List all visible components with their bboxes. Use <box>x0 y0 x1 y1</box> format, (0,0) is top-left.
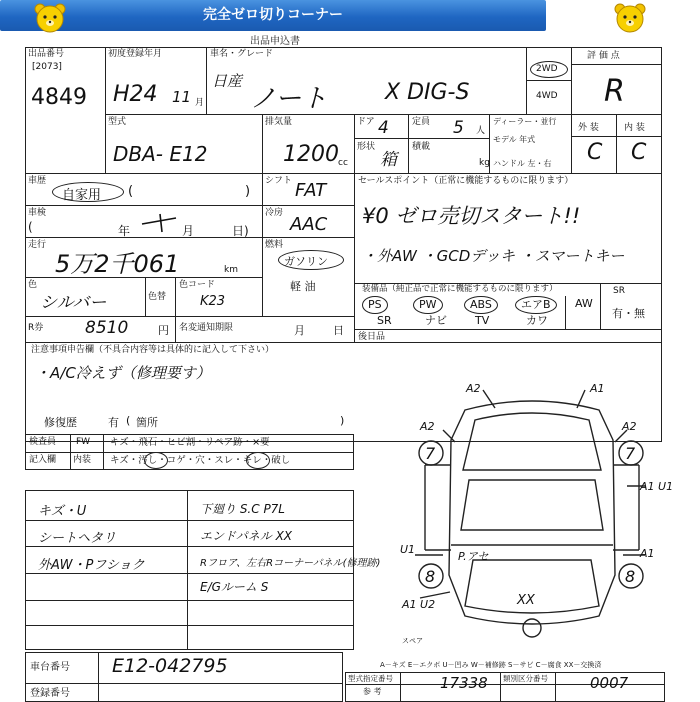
mark-a1u1: A1 U1 <box>640 480 674 493</box>
remark-left-1: キズ・U <box>38 504 87 519</box>
shift-value: FAT <box>295 180 327 201</box>
fuel-alt: 軽 油 <box>290 280 316 293</box>
equipment-item: PS <box>362 296 388 314</box>
ext-label: 外 装 <box>578 123 599 133</box>
inspection-month: 月 <box>182 224 195 238</box>
repair-label: 修復歴 <box>44 416 77 429</box>
grade-value: R <box>604 74 625 109</box>
header-partial: 出品申込書 <box>250 36 300 47</box>
sales-points-label: セールスポイント（正常に機能するものに限ります） <box>358 176 574 186</box>
model-label: 車名・グレード <box>210 49 274 59</box>
name-change-day: 日 <box>333 324 344 337</box>
displacement-unit: cc <box>338 158 348 168</box>
equipment-item: PW <box>413 296 443 314</box>
lot-label: 出品番号 <box>28 49 65 59</box>
type-label: 型式 <box>108 117 127 127</box>
designation-value: 17338 <box>440 674 488 692</box>
body-shape-value: 箱 <box>380 150 397 170</box>
recycle-value: 8510 <box>85 318 129 338</box>
ext-value: C <box>587 140 603 165</box>
int-label: 内 装 <box>624 123 645 133</box>
registration-year: H24 <box>113 82 158 107</box>
color-code-label: 色コード <box>179 280 216 290</box>
usage-label: 車歴 <box>28 176 47 186</box>
post-date-label: 後日品 <box>358 332 386 342</box>
notes-label: 注意事項申告欄（不具合内容等は具体的に記入して下さい） <box>31 345 275 355</box>
equipment-item: ナビ <box>425 314 447 327</box>
notes-value: ・A/C冷えず（修理要す） <box>35 364 211 382</box>
inspector-int-items: キズ・汚し・コゲ・穴・スレ・キレ・破し <box>110 455 291 466</box>
model-maker: 日産 <box>212 72 243 90</box>
registration-label: 初度登録年月 <box>108 49 163 59</box>
mark-p-ase: P.アセ <box>458 550 489 563</box>
remark-right-1: 下廻り S.C P7L <box>200 502 285 516</box>
usage-value: 自家用 <box>62 188 102 203</box>
equipment-item: SR <box>377 314 392 327</box>
registration-number-label: 登録番号 <box>30 688 70 699</box>
sunroof-options: 有・無 <box>612 307 645 320</box>
sales-points-line2: ・外AW ・GCDデッキ ・スマートキー <box>362 247 625 265</box>
color-label: 色 <box>28 280 38 290</box>
color-value: シルバー <box>40 293 107 313</box>
recycle-label: R券 <box>28 323 44 333</box>
recycle-unit: 円 <box>158 324 169 337</box>
class-value: 0007 <box>590 674 629 692</box>
mark-a1u2: A1 U2 <box>402 598 436 611</box>
frame-label: 車台番号 <box>30 662 70 673</box>
bear-mascot-icon <box>33 2 67 36</box>
mark-xx: XX <box>517 593 535 608</box>
wheel-rr: 8 <box>625 567 636 586</box>
wheel-fl: 7 <box>425 444 436 463</box>
inspector-fw-label: FW <box>76 437 91 447</box>
mark-a1-right: A1 <box>640 547 655 560</box>
doors-value: 4 <box>378 118 389 138</box>
model-name: ノート <box>250 84 328 114</box>
capacity-unit: 人 <box>476 126 486 136</box>
body-shape-label: 形状 <box>357 142 376 152</box>
mileage-unit: km <box>224 265 238 275</box>
shift-label: シフト <box>265 176 293 186</box>
mark-a1-top: A1 <box>590 382 605 395</box>
remark-right-3: Rフロア、左右Rコーナーパネル(修理跡) <box>200 558 381 569</box>
displacement-value: 1200 <box>283 142 339 167</box>
name-change-label: 名変通知期限 <box>179 323 234 333</box>
inspection-label: 車検 <box>28 208 47 218</box>
load-label: 積載 <box>412 142 431 152</box>
mark-a2-top: A2 <box>466 382 481 395</box>
mileage-value: 5万2千061 <box>55 250 180 278</box>
dealer-label: ディーラー・並行 <box>493 117 557 126</box>
mark-a2-left: A2 <box>420 420 435 433</box>
inspection-scribble <box>140 212 180 234</box>
inspector-label-1: 検査員 <box>29 437 57 447</box>
equipment-item: エアB <box>515 296 557 314</box>
displacement-label: 排気量 <box>265 117 293 127</box>
dealer-model-year: モデル 年式 <box>493 135 536 144</box>
ac-value: AAC <box>290 214 328 235</box>
equipment-item: カワ <box>526 314 548 327</box>
mark-spare: スペア <box>402 637 423 645</box>
grade-label: 評 価 点 <box>587 51 620 61</box>
ref-label: 参 考 <box>363 687 382 696</box>
name-change-month: 月 <box>294 324 305 337</box>
class-label: 類別区分番号 <box>503 674 548 683</box>
designation-label: 型式指定番号 <box>348 674 393 683</box>
inspector-label-2: 記入欄 <box>29 455 57 465</box>
doors-label: ドア <box>357 117 375 127</box>
lot-small: [2073] <box>32 62 62 72</box>
equipment-item: TV <box>475 314 490 327</box>
load-unit: kg <box>479 158 490 168</box>
inspection-day: 日) <box>232 224 249 238</box>
color-code: K23 <box>200 294 226 309</box>
inspector-fw-items: キズ・飛石・ヒビ割・リペア跡・×要 <box>110 437 270 448</box>
drive-2wd: 2WD <box>536 64 558 74</box>
capacity-label: 定員 <box>412 117 431 127</box>
drive-4wd: 4WD <box>536 91 558 101</box>
repair-place: 箇所 <box>136 416 158 429</box>
diagram-legend: A－キズ E－エクボ U－凹み W－補修跡 S－サビ C－腐食 XX－交換済 <box>380 661 602 669</box>
equipment-item: ABS <box>464 296 498 314</box>
dealer-handle: ハンドル 左・右 <box>493 159 552 168</box>
type-value: DBA- E12 <box>113 142 208 166</box>
color-swap-label: 色替 <box>148 292 167 302</box>
inspector-int-label: 内装 <box>73 455 92 465</box>
lot-number: 4849 <box>31 85 87 110</box>
int-value: C <box>631 140 647 165</box>
equipment-label: 装備品（純正品で正常に機能するものに限ります） <box>362 284 558 294</box>
remark-left-2: シートヘタリ <box>38 531 117 546</box>
fuel-label: 燃料 <box>265 240 284 250</box>
bear-mascot-icon <box>613 2 647 36</box>
remark-right-2: エンドパネル XX <box>200 529 293 543</box>
model-grade: X DIG-S <box>385 80 470 105</box>
mileage-label: 走行 <box>28 240 47 250</box>
repair-have: 有 <box>108 416 119 429</box>
mark-u1: U1 <box>400 543 416 556</box>
equipment-item: AW <box>575 297 593 310</box>
wheel-rl: 8 <box>425 567 436 586</box>
sales-points-line1: ¥0 ゼロ売切スタート!! <box>362 204 581 228</box>
remark-right-4: E/Gルーム S <box>200 580 269 594</box>
remark-left-3: 外AW・Pフショク <box>38 558 145 573</box>
capacity-value: 5 <box>453 118 464 138</box>
ac-label: 冷房 <box>265 208 284 218</box>
registration-month: 11 <box>172 88 192 106</box>
banner-title: 完全ゼロ切りコーナー <box>0 0 546 31</box>
wheel-fr: 7 <box>625 444 636 463</box>
fuel-value: ガソリン <box>284 255 328 268</box>
frame-value: E12-042795 <box>112 655 228 677</box>
mark-a2-right: A2 <box>622 420 637 433</box>
inspection-year: 年 <box>118 224 131 238</box>
registration-month-unit: 月 <box>195 98 205 108</box>
